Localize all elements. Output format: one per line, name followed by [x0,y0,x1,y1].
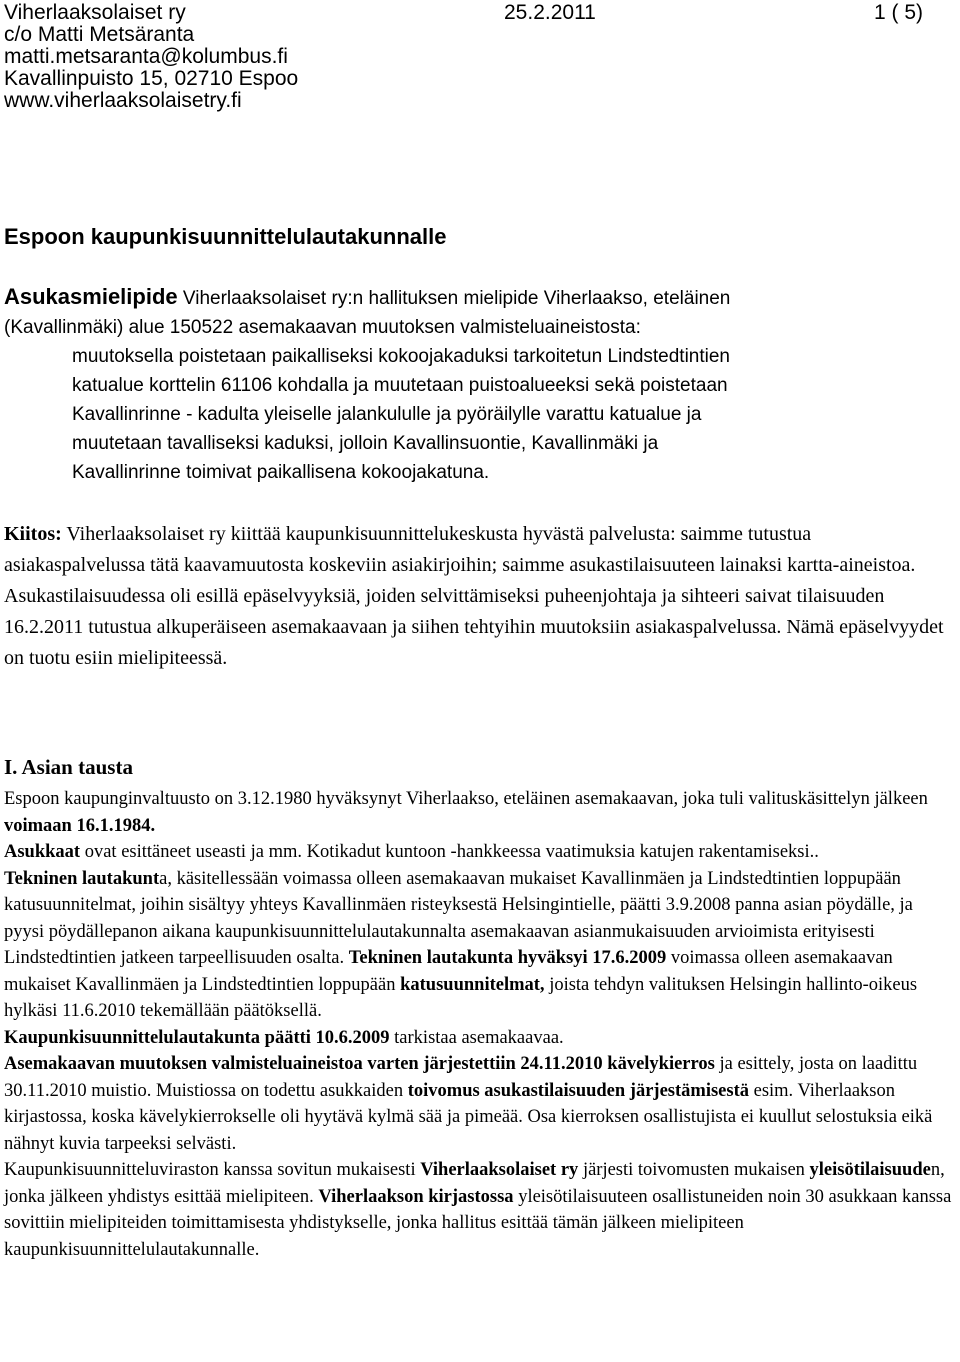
sender-block [4,2,298,112]
history-text: Kaupunkisuunnitteluviraston kanssa sovitun mukaisesti [4,1160,421,1180]
opinion-line-4: katualue korttelin 61106 kohdalla ja muutetaan puistoalueeksi sekä poistetaan [72,375,728,396]
history-emphasis: Tekninen lautakunta hyväksyi 17.6.2009 [348,948,667,968]
history-text: ja esittely, josta on laadittu 30.11.2010 muistio. Muistiossa on todettu asukkaiden [4,1054,918,1101]
history-text: joista tehdyn valituksen Helsingin hallinto-oikeus hylkäsi 11.6.2010 tekemällään päätöksellä. [4,974,918,1021]
history-paragraph [4,1157,956,1263]
sender-contact: c/o Matti Metsäranta [4,23,195,46]
history-text: Espoon kaupunginvaltuusto on 3.12.1980 hyväksynyt Viherlaakso, eteläinen asemakaavan, joka tuli valituskäsittelyn jälkeen [4,789,928,809]
history-text: a, käsitellessään voimassa olleen asemakaavan mukaiset Kavallinmäen ja Lindstedtintien loppupään katusuunnitelmat, joihin sisältyy yhteys Kavallinmäen risteyksestä Helsingintielle, päätti 3.9.2008 panna asian pöydälle, ja pyysi pöydällepanon aikana kaupunkisuunnittelulautakunnalta asemakaavan asianmukaisuuden arvioimista erityisesti Lindstedtintien jatkeen tarpeellisuuden osalta. [4,868,913,968]
history-text: esim. Viherlaakson kirjastossa, koska kävelykierrokselle oli hyytävä kylmä sää ja pimeää. Osa kierroksen osallistujista ei kuullut selostuksia eikä nähnyt kuvia tarpeeksi selvästi. [4,1080,933,1154]
sender-address: Kavallinpuisto 15, 02710 Espoo [4,67,299,90]
history-paragraph [4,1051,956,1157]
history-emphasis: Kaupunkisuunnittelulautakunta päätti 10.6.2009 [4,1027,390,1048]
history-paragraph [4,786,956,839]
opinion-line-1 [4,282,956,313]
history-paragraph [4,866,956,1025]
section-title: I. Asian tausta [4,755,133,779]
sender-website: www.viherlaaksolaisetry.fi [4,89,242,112]
history-text: järjesti toivomusten mukaisen [578,1160,810,1180]
history-text: n, jonka jälkeen yhdistys esittää mielipiteen. [4,1160,945,1207]
history-emphasis: katusuunnitelmat, [400,974,545,995]
sender-email: matti.metsaranta@kolumbus.fi [4,45,288,68]
history-emphasis: yleisötilaisuude [809,1160,931,1180]
history-emphasis: Viherlaakson kirjastossa [318,1186,514,1207]
history-emphasis: voimaan 16.1.1984. [4,815,156,836]
history-text: voimassa olleen asemakaavan mukaiset Kavallinmäen ja Lindstedtintien loppupään [4,948,893,995]
thanks-text: Viherlaaksolaiset ry kiittää kaupunkisuunnittelukeskusta hyvästä palvelusta: saimme tutustua asiakaspalvelussa tätä kaavamuutosta koskeviin asiakirjoihin; saimme asukastilaisuuteen lainaksi kartta-aineistoa. Asukastilaisuudessa oli esillä epäselvyyksiä, joiden selvittämiseksi puheenjohtaja ja sihteeri saivat tilaisuuden 16.2.2011 tutustua alkuperäiseen asemakaavaan ja siihen tehtyihin muutoksiin asiakaspalvelussa. Nämä epäselvyydet on tuotu esiin mielipiteessä. [4,523,944,669]
opinion-summary [4,282,956,487]
history-paragraph [4,839,956,866]
opinion-line-6: muutetaan tavalliseksi kaduksi, jolloin Kavallinsuontie, Kavallinmäki ja [72,433,659,454]
thanks-lead: Kiitos: [4,523,62,545]
opinion-lead: Asukasmielipide [4,284,178,309]
history-emphasis: Viherlaaksolaiset ry [420,1160,579,1180]
history-text: yleisötilaisuuteen osallistuneiden noin 30 asukkaan kanssa sovittiin mielipiteiden toimittamisesta yhdistykselle, jonka hallitus esittää tämän jälkeen mielipiteen kaupunkisuunnittelulautakunnalle. [4,1186,952,1260]
page-number: 1 ( 5) [874,1,924,24]
opinion-text-1: Viherlaaksolaiset ry:n hallituksen mielipide Viherlaakso, eteläinen [177,288,731,309]
recipient-heading: Espoon kaupunkisuunnittelulautakunnalle [4,224,447,249]
opinion-line-2: (Kavallinmäki) alue 150522 asemakaavan muutoksen valmisteluaineistosta: [4,317,641,338]
history-text: ovat esittäneet useasti ja mm. Kotikadut kuntoon -hankkeessa vaatimuksia katujen rakentamiseksi.. [80,842,819,862]
history-emphasis: toivomus asukastilaisuuden järjestämisestä [407,1080,749,1101]
history-emphasis: Tekninen lautakunt [4,868,160,889]
opinion-line-5: Kavallinrinne - kadulta yleiselle jalankululle ja pyöräilylle varattu katualue ja [72,404,702,425]
opinion-line-7: Kavallinrinne toimivat paikallisena kokoojakatuna. [72,462,490,483]
thanks-paragraph [4,519,956,674]
background-section [4,786,956,1263]
history-emphasis: Asemakaavan muutoksen valmisteluaineistoa varten järjestettiin 24.11.2010 kävelykierros [4,1054,715,1074]
history-text: tarkistaa asemakaavaa. [389,1027,564,1048]
opinion-line-3: muutoksella poistetaan paikalliseksi kokoojakaduksi tarkoitetun Lindstedtintien [72,346,730,367]
document-date: 25.2.2011 [504,1,596,24]
history-paragraph [4,1025,956,1052]
history-emphasis: Asukkaat [4,842,81,862]
sender-org: Viherlaaksolaiset ry [4,1,186,24]
